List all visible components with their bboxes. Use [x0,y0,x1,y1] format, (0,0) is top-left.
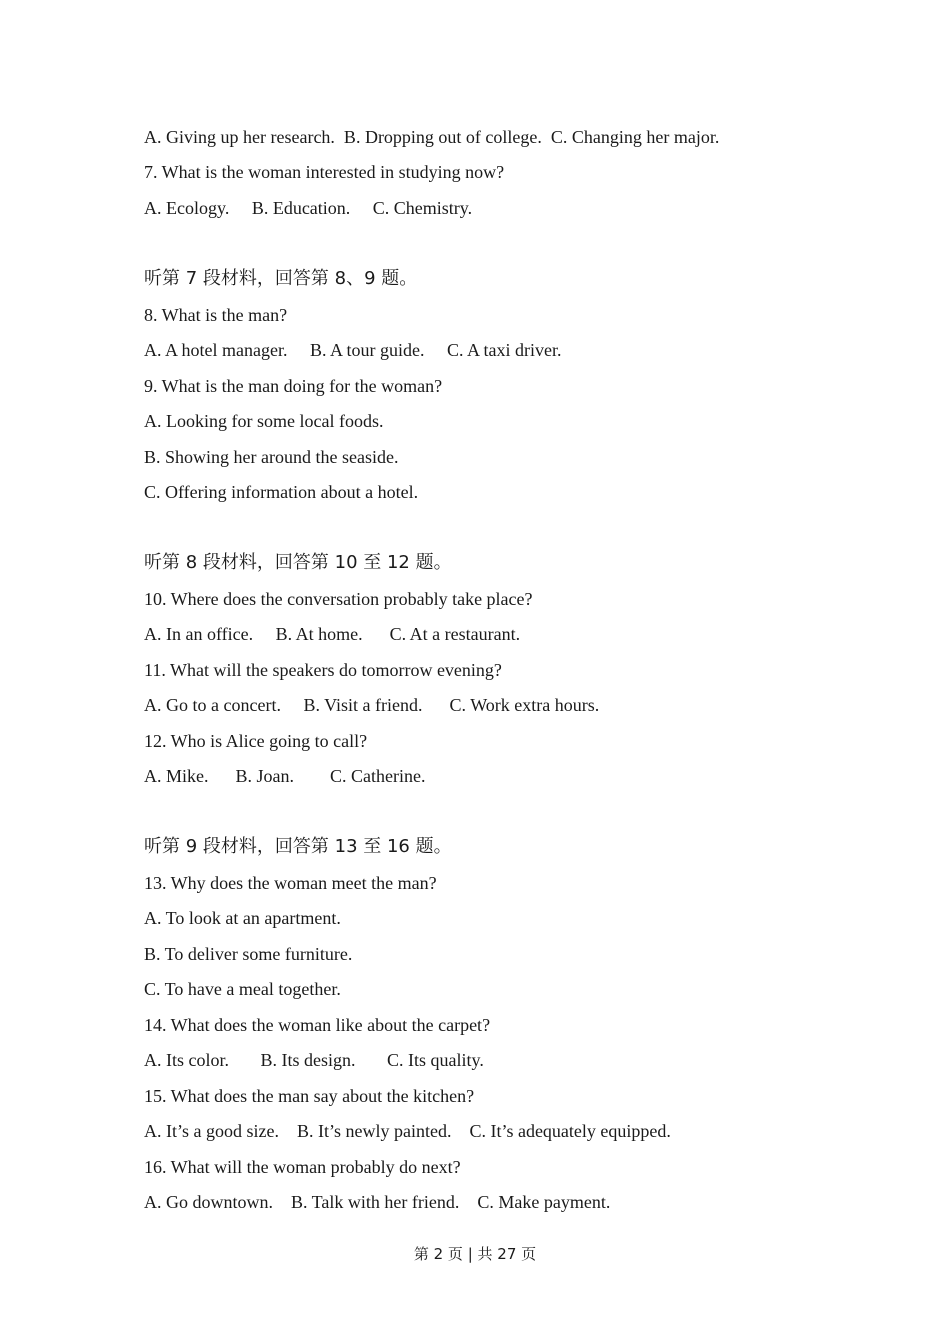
answer-options-q14: A. Its color. B. Its design. C. Its quality. [144,1050,484,1070]
section-heading-passage-9: 听第 9 段材料，回答第 13 至 16 题。 [144,836,452,857]
question-11: 11. What will the speakers do tomorrow evening? [144,660,502,680]
section-heading-passage-7: 听第 7 段材料，回答第 8、9 题。 [144,268,418,289]
question-14: 14. What does the woman like about the carpet? [144,1015,491,1035]
question-8: 8. What is the man? [144,305,288,325]
answer-option-q13-c: C. To have a meal together. [144,979,341,999]
answer-options-q6: A. Giving up her research. B. Dropping out of college. C. Changing her major. [144,127,720,147]
answer-options-q8: A. A hotel manager. B. A tour guide. C. A taxi driver. [144,340,562,360]
answer-option-q9-a: A. Looking for some local foods. [144,411,384,431]
question-13: 13. Why does the woman meet the man? [144,873,437,893]
answer-options-q10: A. In an office. B. At home. C. At a restaurant. [144,624,521,644]
question-9: 9. What is the man doing for the woman? [144,376,443,396]
answer-options-q15: A. It’s a good size. B. It’s newly painted. C. It’s adequately equipped. [144,1121,671,1141]
answer-options-q12: A. Mike. B. Joan. C. Catherine. [144,766,426,786]
answer-options-q16: A. Go downtown. B. Talk with her friend. C. Make payment. [144,1192,611,1212]
question-12: 12. Who is Alice going to call? [144,731,368,751]
answer-options-q7: A. Ecology. B. Education. C. Chemistry. [144,198,473,218]
answer-option-q9-b: B. Showing her around the seaside. [144,447,399,467]
answer-option-q9-c: C. Offering information about a hotel. [144,482,419,502]
page-footer: 第 2 页 | 共 27 页 [413,1245,537,1263]
answer-option-q13-b: B. To deliver some furniture. [144,944,353,964]
answer-options-q11: A. Go to a concert. B. Visit a friend. C. Work extra hours. [144,695,600,715]
question-15: 15. What does the man say about the kitchen? [144,1086,475,1106]
answer-option-q13-a: A. To look at an apartment. [144,908,341,928]
section-heading-passage-8: 听第 8 段材料，回答第 10 至 12 题。 [144,552,452,573]
question-7: 7. What is the woman interested in studying now? [144,162,505,182]
question-16: 16. What will the woman probably do next? [144,1157,461,1177]
question-10: 10. Where does the conversation probably take place? [144,589,533,609]
